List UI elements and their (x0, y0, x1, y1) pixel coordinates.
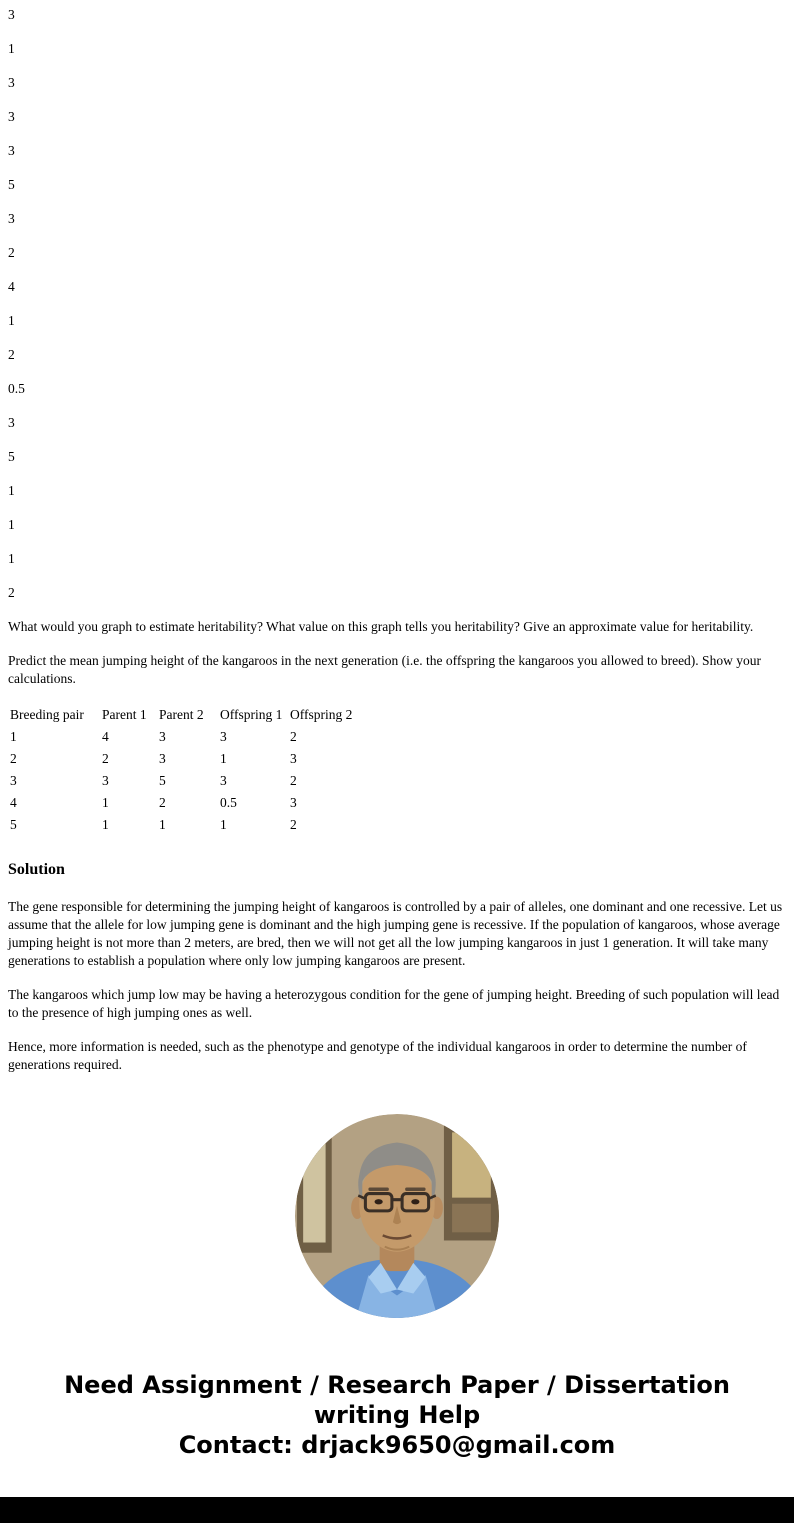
table-cell: 2 (102, 751, 109, 766)
solution-paragraph-1: The gene responsible for determining the jumping height of kangaroos is controlled by a pair of alleles, one dominant and one recessive. Let us assume that the allele for low jumping gene is dominant and the high jumping gene is recessive. If the population of kangaroos, whose average jumping height is not more than 2 meters, are bred, then we will not get all the low jumping kangaroos in just 1 generation. It will take many generations to establish a population where only low jumping kangaroos are present. (8, 899, 783, 968)
table-cell: 1 (220, 817, 227, 832)
solution-paragraph-2: The kangaroos which jump low may be having a heterozygous condition for the gene of jumping height. Breeding of such population will lead to the presence of high jumping ones as well. (8, 987, 780, 1020)
table-cell: 3 (102, 773, 109, 788)
footer-contact-email: Contact: drjack9650@gmail.com (178, 1431, 616, 1459)
table-row (10, 726, 368, 748)
table-cell: 4 (102, 729, 109, 744)
table-cell: 1 (10, 729, 17, 744)
footer-help-text: Need Assignment / Research Paper / Dissertation writing Help (64, 1371, 730, 1429)
table-cell: 1 (102, 817, 109, 832)
table-cell: 2 (290, 729, 297, 744)
tutor-portrait-image (295, 1114, 499, 1318)
table-row (10, 770, 368, 792)
data-value: 1 (8, 551, 15, 566)
table-cell: 1 (159, 817, 166, 832)
data-value: 2 (8, 245, 15, 260)
table-cell: 3 (10, 773, 17, 788)
table-header-cell: Offspring 1 (220, 707, 283, 722)
table-cell: 2 (10, 751, 17, 766)
data-value: 3 (8, 211, 15, 226)
avatar-container (8, 1114, 786, 1318)
table-row (10, 792, 368, 814)
table-cell: 3 (220, 773, 227, 788)
table-header-cell: Parent 1 (102, 707, 147, 722)
table-cell: 3 (290, 795, 297, 810)
data-value: 1 (8, 313, 15, 328)
table-header-cell: Offspring 2 (290, 707, 353, 722)
data-value: 0.5 (8, 381, 25, 396)
data-value: 3 (8, 75, 15, 90)
table-cell: 5 (159, 773, 166, 788)
question-paragraph-2: Predict the mean jumping height of the kangaroos in the next generation (i.e. the offspring the kangaroos you allowed to breed). Show your calculations. (8, 653, 761, 686)
question-paragraph-1: What would you graph to estimate heritability? What value on this graph tells you heritability? Give an approximate value for heritability. (8, 619, 754, 634)
table-cell: 1 (102, 795, 109, 810)
data-value: 2 (8, 585, 15, 600)
breeding-data-table (10, 704, 368, 836)
data-value: 3 (8, 7, 15, 22)
data-value: 5 (8, 449, 15, 464)
table-header-row (10, 704, 368, 726)
solution-paragraph-3: Hence, more information is needed, such as the phenotype and genotype of the individual kangaroos in order to determine the number of generations required. (8, 1039, 747, 1072)
data-value: 4 (8, 279, 15, 294)
data-value: 1 (8, 41, 15, 56)
table-cell: 5 (10, 817, 17, 832)
data-value: 3 (8, 415, 15, 430)
table-cell: 3 (220, 729, 227, 744)
data-value: 3 (8, 143, 15, 158)
data-value: 2 (8, 347, 15, 362)
bottom-bar (0, 1497, 794, 1523)
table-header-cell: Breeding pair (10, 707, 84, 722)
table-row (10, 814, 368, 836)
table-cell: 2 (159, 795, 166, 810)
data-value: 1 (8, 517, 15, 532)
table-cell: 3 (290, 751, 297, 766)
table-cell: 3 (159, 729, 166, 744)
table-cell: 2 (290, 773, 297, 788)
table-cell: 4 (10, 795, 17, 810)
data-value: 5 (8, 177, 15, 192)
table-cell: 3 (159, 751, 166, 766)
data-value: 3 (8, 109, 15, 124)
data-value: 1 (8, 483, 15, 498)
table-cell: 1 (220, 751, 227, 766)
solution-heading: Solution (8, 861, 65, 878)
table-cell: 2 (290, 817, 297, 832)
table-row (10, 748, 368, 770)
table-cell: 0.5 (220, 795, 237, 810)
table-header-cell: Parent 2 (159, 707, 204, 722)
